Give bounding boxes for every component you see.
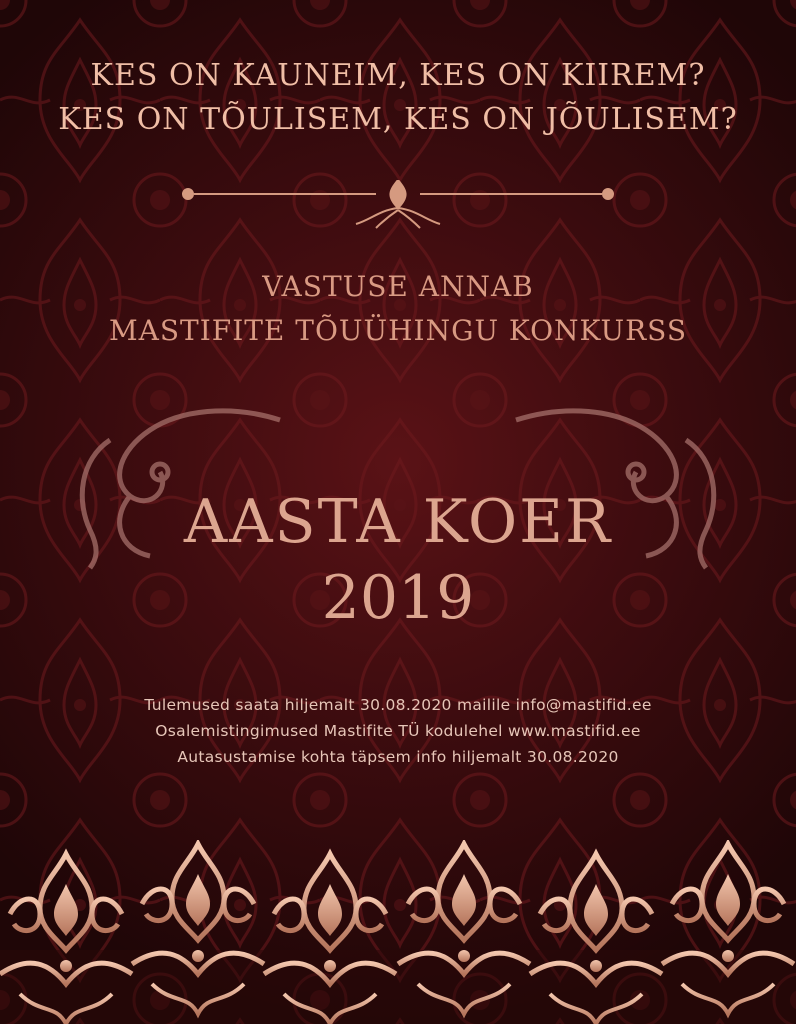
subheadline-line-2: MASTIFITE TÕUÜHINGU KONKURSS [108, 314, 688, 347]
title-line-2: 2019 [321, 563, 475, 633]
title-line-1: AASTA KOER [183, 487, 613, 557]
info-line-2: Osalemistingimused Mastifite TÜ kodulehel www.mastifid.ee [155, 722, 641, 740]
info-line-3: Autasustamise kohta täpsem info hiljemalt 30.08.2020 [177, 748, 619, 766]
headline-line-1: KES ON KAUNEIM, KES ON KIIREM? [90, 58, 706, 93]
headline-line-2: KES ON TÕULISEM, KES ON JÕULISEM? [58, 102, 738, 137]
info-line-1: Tulemused saata hiljemalt 30.08.2020 mailile info@mastifid.ee [144, 696, 652, 714]
lace-border-ornament-icon [0, 840, 796, 1024]
subheadline-line-1: VASTUSE ANNAB [262, 270, 534, 303]
divider-ornament-icon [180, 180, 616, 230]
